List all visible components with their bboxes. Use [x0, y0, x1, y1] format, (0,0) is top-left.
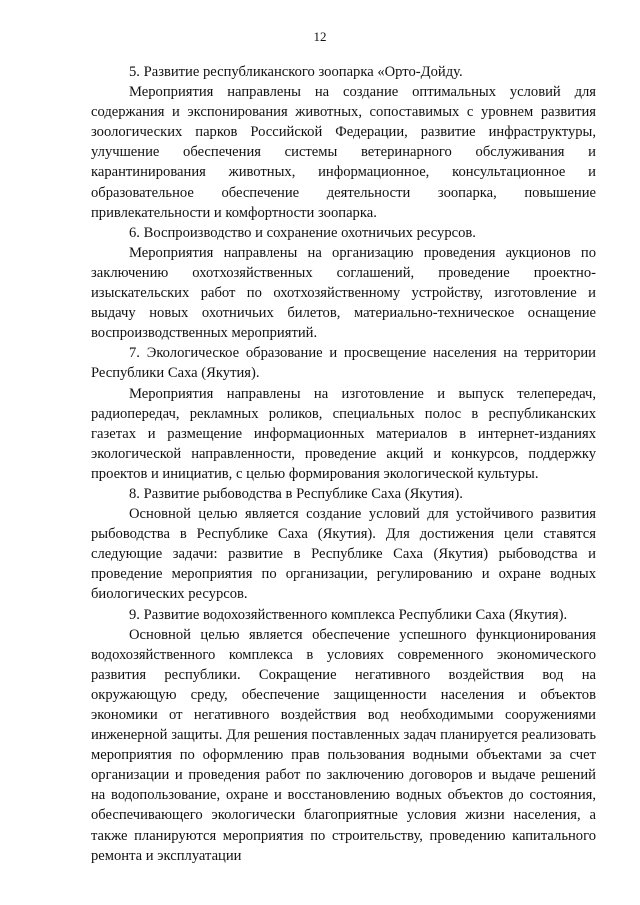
heading-ecological-education: 7. Экологическое образование и просвещение населения на территории Республики Саха (Якутия).: [91, 345, 596, 382]
paragraph-zoo-measures: Мероприятия направлены на создание оптимальных условий для содержания и экспонирования животных, сопоставимых с уровнем развития зоологических парков Российской Федерации, развитие инфраструктуры, улучшение обеспечения системы ветеринарного обслуживания и карантинирования животных, информационное, консультационное и образовательное обеспечение деятельности зоопарка, повышение привлекательности и комфортности зоопарка.: [91, 84, 596, 221]
paragraph-hunting-measures: Мероприятия направлены на организацию проведения аукционов по заключению охотхозяйственных соглашений, проведение проектно-изыскательских работ по охотхозяйственному устройству, изготовление и выдачу новых охотничьих билетов, материально-техническое оснащение воспроизводственных мероприятий.: [91, 244, 596, 342]
document-body: [91, 62, 596, 866]
heading-water-management: 9. Развитие водохозяйственного комплекса Республики Саха (Якутия).: [129, 606, 568, 623]
heading-zoo-development: 5. Развитие республиканского зоопарка «Орто-Дойду.: [129, 64, 463, 80]
heading-fish-farming: 8. Развитие рыбоводства в Республике Саха (Якутия).: [129, 485, 463, 502]
heading-hunting-resources: 6. Воспроизводство и сохранение охотничьих ресурсов.: [129, 224, 476, 241]
paragraph-water-management-goals: Основной целью является обеспечение успешного функционирования водохозяйственного комплекса в условиях современного экономического развития республики. Сокращение негативного воздействия вод на окружающую среду, обеспечение защищенности населения и объектов экономики от негативного воздействия вод необходимыми сооружениями инженерной защиты. Для решения поставленных задач планируется реализовать мероприятия по оформлению прав пользования водными объектами за счет организации и проведения работ по заключению договоров и выдаче решений на водопользование, охране и восстановлению водных объектов до состояния, обеспечивающего экологически благоприятные условия жизни населения, а также планируются мероприятия по строительству, проведению капитального ремонта и эксплуатации: [91, 626, 596, 864]
page-number: 12: [313, 29, 327, 44]
paragraph-ecological-measures: Мероприятия направлены на изготовление и выпуск телепередач, радиопередач, рекламных роликов, специальных полос в республиканских газетах и размещение информационных материалов в интернет-изданиях экологической направленности, проведение акций и конкурсов, поддержку проектов и инициатив, с целью формирования экологической культуры.: [91, 385, 596, 482]
paragraph-fish-farming-goals: Основной целью является создание условий для устойчивого развития рыбоводства в Республике Саха (Якутия). Для достижения цели ставятся следующие задачи: развитие в Республике Саха (Якутия) рыбоводства и проведение мероприятия по организации, регулированию и охране водных биологических ресурсов.: [91, 506, 596, 603]
